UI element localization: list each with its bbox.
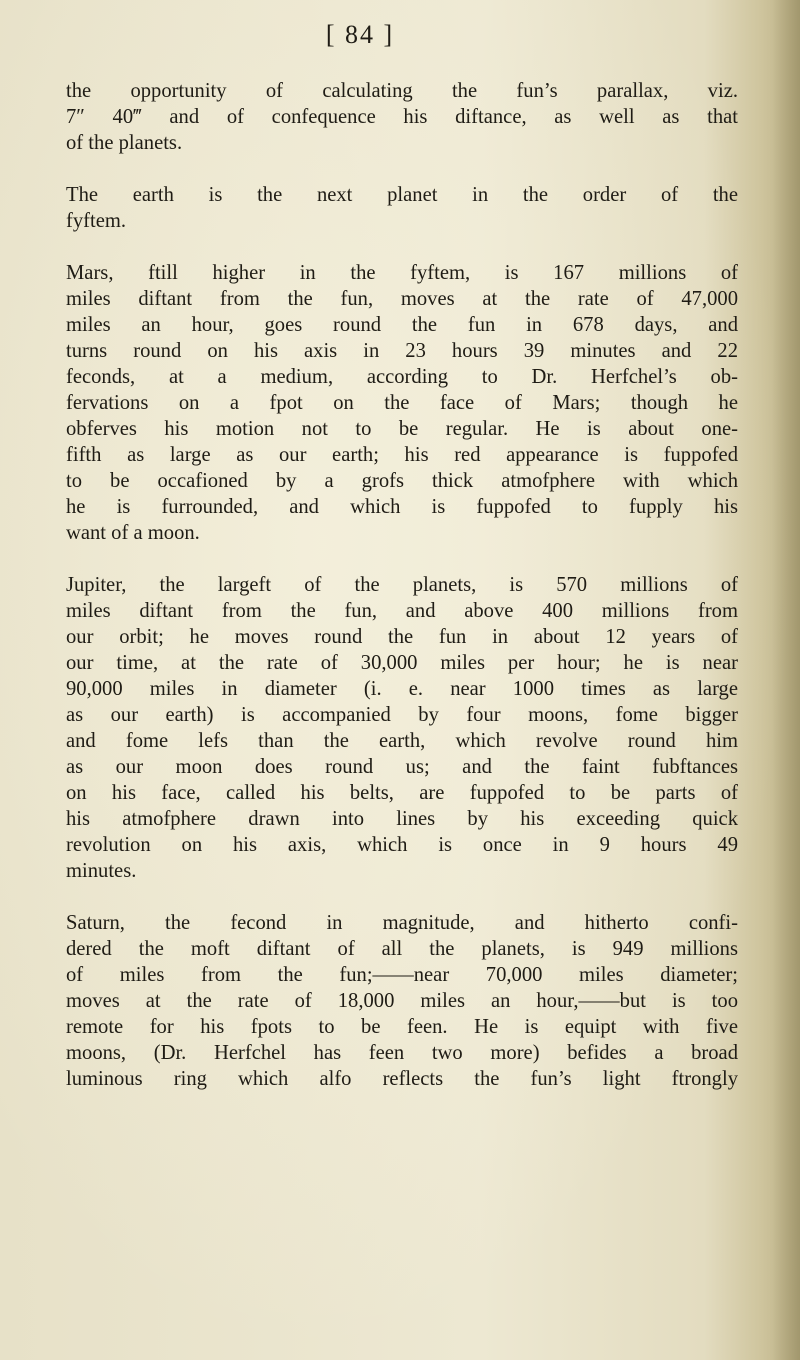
text-line: as our earth) is accompanied by four moons, fome bigger bbox=[66, 704, 738, 726]
page-edge-shadow bbox=[772, 0, 800, 1360]
text-line: Jupiter, the largeft of the planets, is 570 millions of bbox=[66, 574, 738, 596]
paragraph-earth bbox=[66, 182, 738, 234]
paragraph-sun-parallax bbox=[66, 78, 738, 156]
text-line: the opportunity of calculating the fun’s parallax, viz. bbox=[66, 80, 738, 102]
page-number: [ 84 ] bbox=[325, 20, 395, 49]
text-line: moons, (Dr. Herfchel has feen two more) befides a broad bbox=[66, 1042, 738, 1064]
text-line: of the planets. bbox=[66, 132, 183, 154]
text-line: 90,000 miles in diameter (i. e. near 1000 times as large bbox=[66, 678, 738, 700]
text-line: of miles from the fun;——near 70,000 miles diameter; bbox=[66, 964, 738, 986]
text-line: dered the moft diftant of all the planets, is 949 millions bbox=[66, 938, 738, 960]
text-line: on his face, called his belts, are fuppofed to be parts of bbox=[66, 782, 738, 804]
text-line: his atmofphere drawn into lines by his exceeding quick bbox=[66, 808, 738, 830]
text-line: to be occafioned by a grofs thick atmofphere with which bbox=[66, 470, 738, 492]
text-line: as our moon does round us; and the faint fubftances bbox=[66, 756, 738, 778]
body-text bbox=[66, 78, 738, 1118]
text-line: our orbit; he moves round the fun in about 12 years of bbox=[66, 626, 738, 648]
text-line: and fome lefs than the earth, which revolve round him bbox=[66, 730, 738, 752]
text-line: miles diftant from the fun, and above 400 millions from bbox=[66, 600, 738, 622]
text-line: miles an hour, goes round the fun in 678 days, and bbox=[66, 314, 738, 336]
text-line: want of a moon. bbox=[66, 522, 200, 544]
text-line: moves at the rate of 18,000 miles an hour,——but is too bbox=[66, 990, 738, 1012]
paragraph-jupiter bbox=[66, 572, 738, 884]
text-line: Saturn, the fecond in magnitude, and hitherto confi- bbox=[66, 912, 738, 934]
text-line: feconds, at a medium, according to Dr. Herfchel’s ob- bbox=[66, 366, 738, 388]
text-line: 7″ 40‴ and of confequence his diftance, as well as that bbox=[66, 106, 738, 128]
text-line: he is furrounded, and which is fuppofed to fupply his bbox=[66, 496, 738, 518]
text-line: Mars, ftill higher in the fyftem, is 167 millions of bbox=[66, 262, 738, 284]
text-line: The earth is the next planet in the order of the bbox=[66, 184, 738, 206]
paragraph-mars bbox=[66, 260, 738, 546]
text-line: our time, at the rate of 30,000 miles per hour; he is near bbox=[66, 652, 738, 674]
text-line: fifth as large as our earth; his red appearance is fuppofed bbox=[66, 444, 738, 466]
text-line: revolution on his axis, which is once in 9 hours 49 bbox=[66, 834, 738, 856]
paragraph-saturn bbox=[66, 910, 738, 1092]
text-line: remote for his fpots to be feen. He is equipt with five bbox=[66, 1016, 738, 1038]
text-line: minutes. bbox=[66, 860, 137, 882]
text-line: obferves his motion not to be regular. He is about one- bbox=[66, 418, 738, 440]
text-line: turns round on his axis in 23 hours 39 minutes and 22 bbox=[66, 340, 738, 362]
text-line: miles diftant from the fun, moves at the rate of 47,000 bbox=[66, 288, 738, 310]
text-line: fervations on a fpot on the face of Mars; though he bbox=[66, 392, 738, 414]
text-line: luminous ring which alfo reflects the fun’s light ftrongly bbox=[66, 1068, 738, 1090]
text-line: fyftem. bbox=[66, 210, 127, 232]
